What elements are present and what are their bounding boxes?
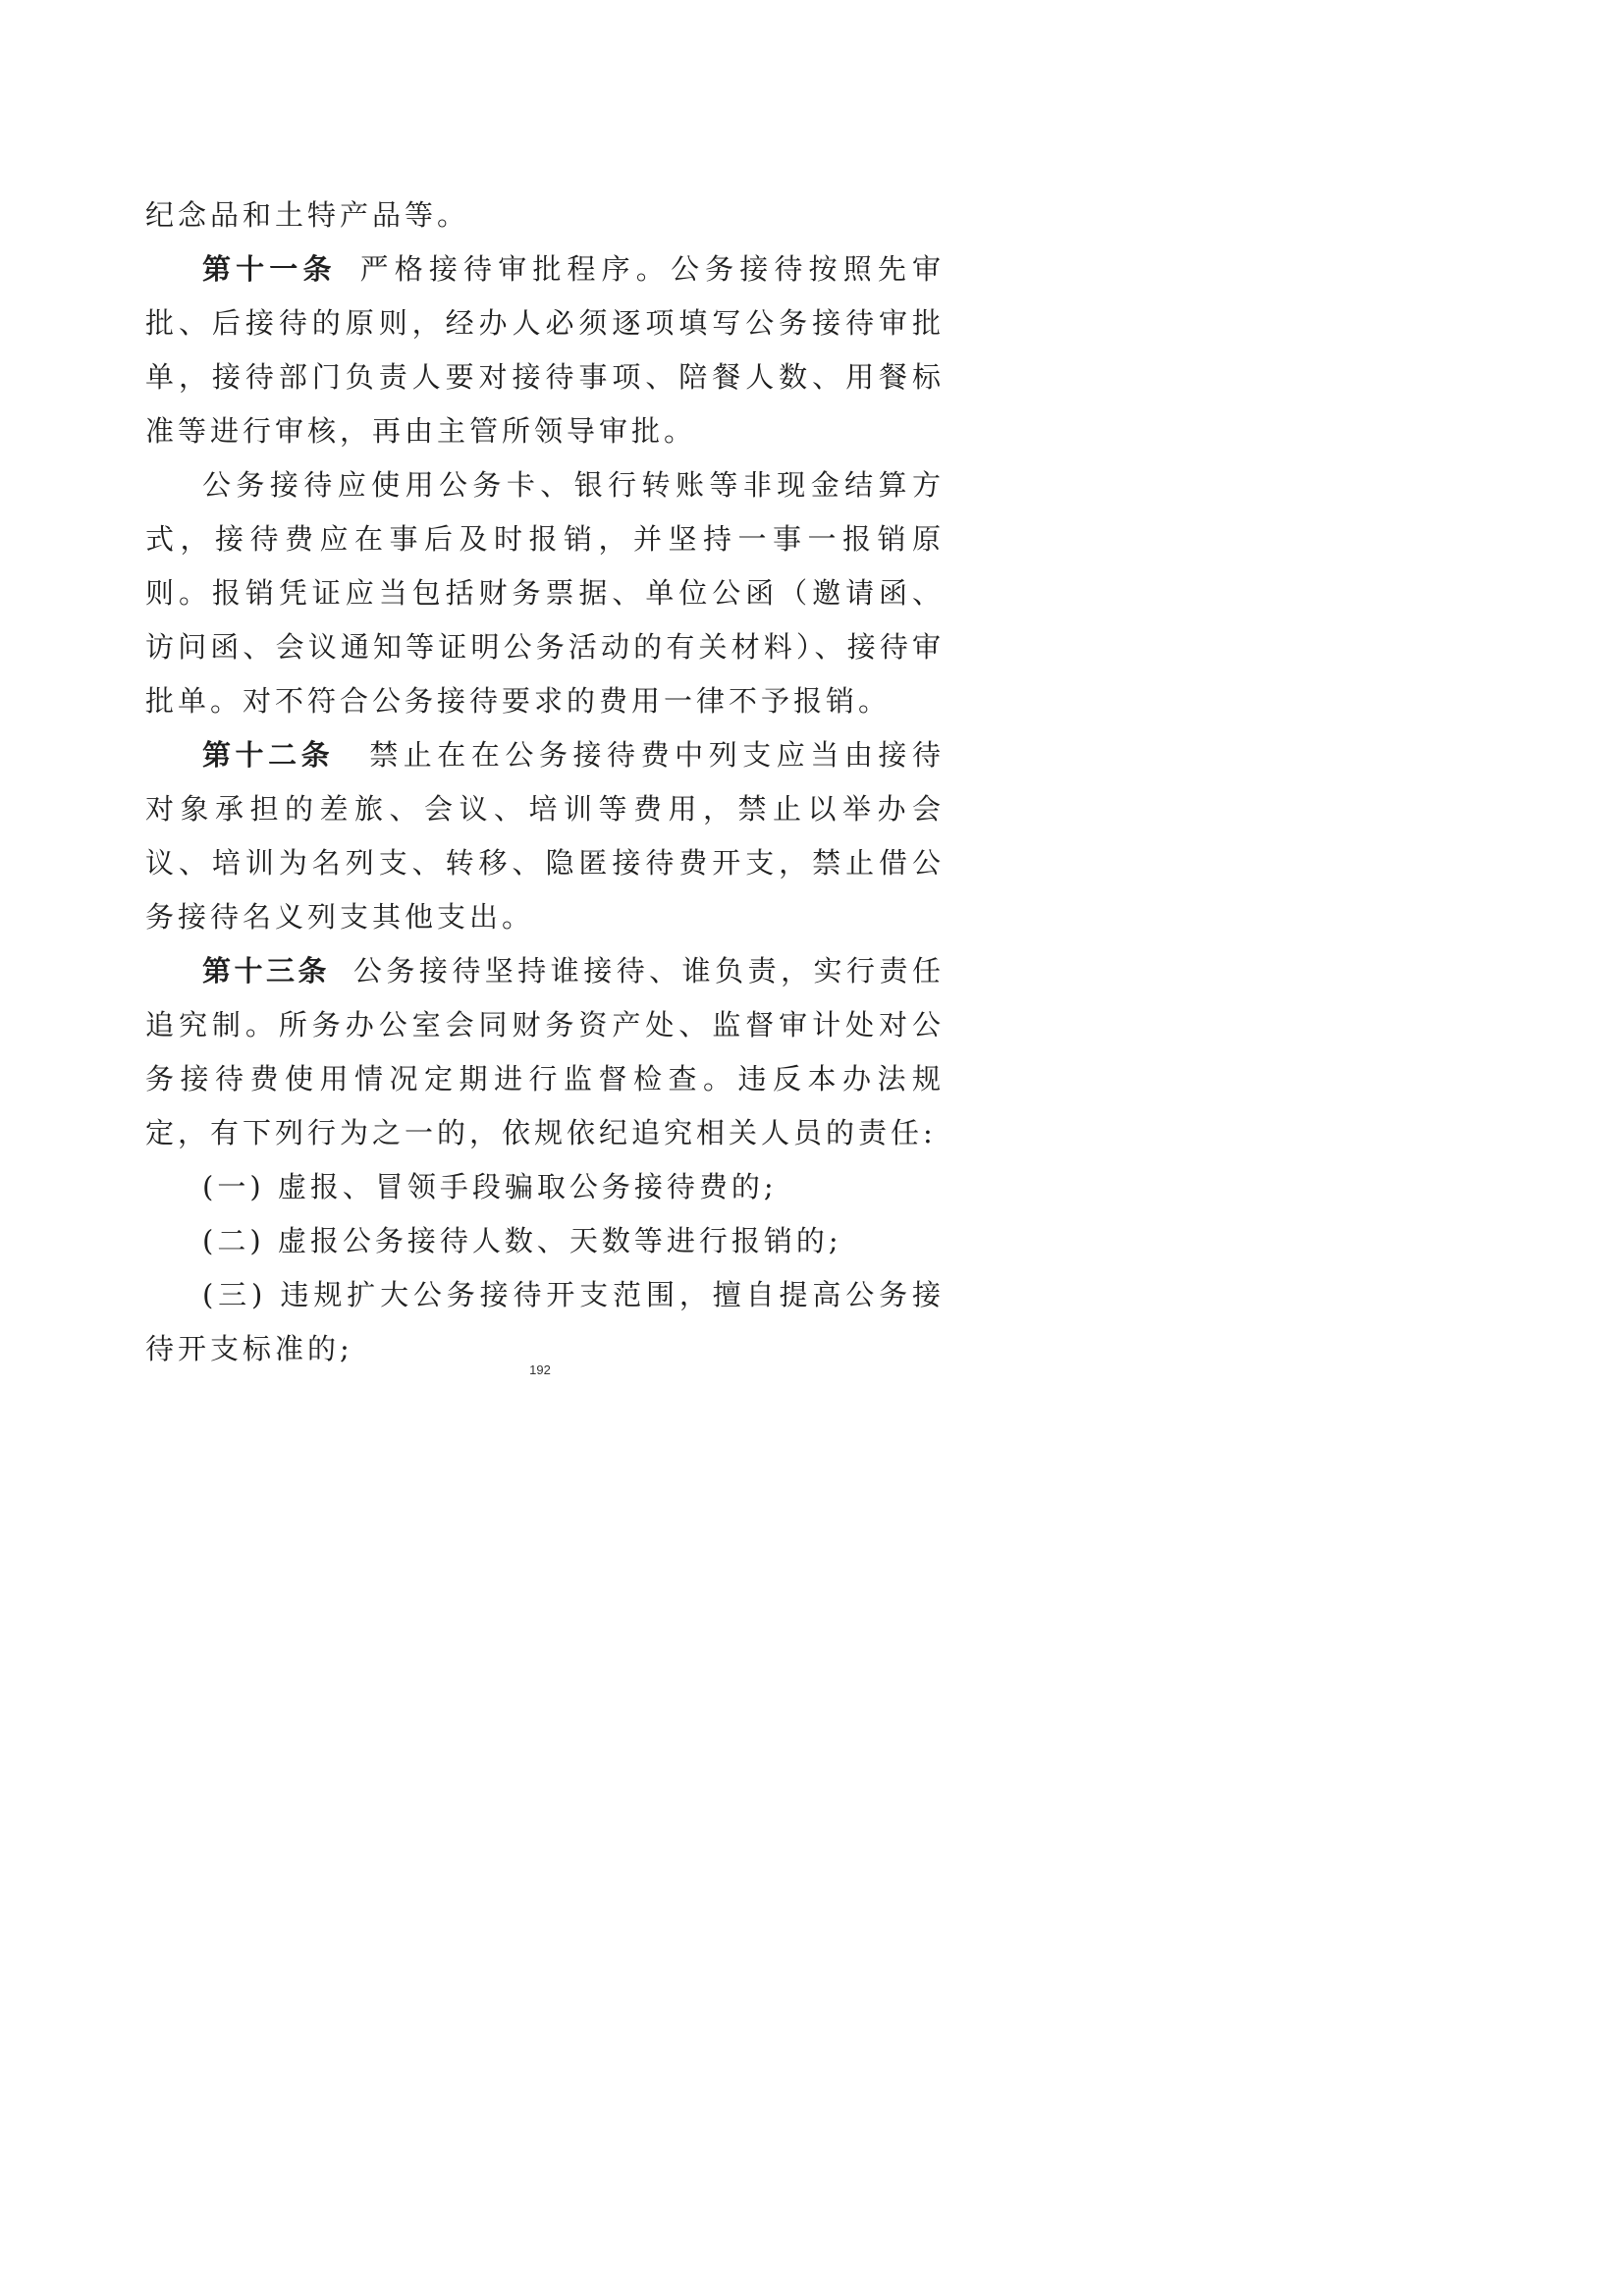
document-page [0,0,1080,1526]
document-body [145,188,945,1376]
paragraph-text: 公务接待坚持谁接待、谁负责，实行责任追究制。所务办公室会同财务资产处、监督审计处对公务接待费使用情况定期进行监督检查。违反本办法规定，有下列行为之一的，依规依纪追究相关人员的责任: [145,954,945,1149]
article-12-paragraph [145,728,945,944]
list-item-3 [145,1268,945,1376]
list-item-text: (三) 违规扩大公务接待开支范围，擅自提高公务接待开支标准的; [145,1278,945,1365]
list-item-1 [145,1160,945,1214]
article-13-paragraph [145,944,945,1160]
article-11-paragraph [145,242,945,458]
article-heading: 第十一条 [202,252,337,286]
page-number: 192 [529,1362,551,1377]
article-heading: 第十三条 [202,954,330,988]
paragraph-text: 公务接待应使用公务卡、银行转账等非现金结算方式，接待费应在事后及时报销，并坚持一事一报销原则。报销凭证应当包括财务票据、单位公函（邀请函、访问函、会议通知等证明公务活动的有关材料）、接待审批单。对不符合公务接待要求的费用一律不予报销。 [145,468,945,718]
paragraph-text: 纪念品和土特产品等。 [145,198,470,232]
list-item-2 [145,1214,945,1268]
list-item-text: (二) 虚报公务接待人数、天数等进行报销的; [202,1224,842,1257]
paragraph-continuation [145,188,945,242]
paragraph-text: 禁止在在公务接待费中列支应当由接待对象承担的差旅、会议、培训等费用，禁止以举办会议、培训为名列支、转移、隐匿接待费开支，禁止借公务接待名义列支其他支出。 [145,738,945,934]
paragraph-text: 严格接待审批程序。公务接待按照先审批、后接待的原则，经办人必须逐项填写公务接待审批单，接待部门负责人要对接待事项、陪餐人数、用餐标准等进行审核，再由主管所领导审批。 [145,252,945,448]
list-item-text: (一) 虚报、冒领手段骗取公务接待费的; [202,1170,778,1203]
reimbursement-paragraph [145,458,945,728]
article-heading: 第十二条 [202,738,335,772]
